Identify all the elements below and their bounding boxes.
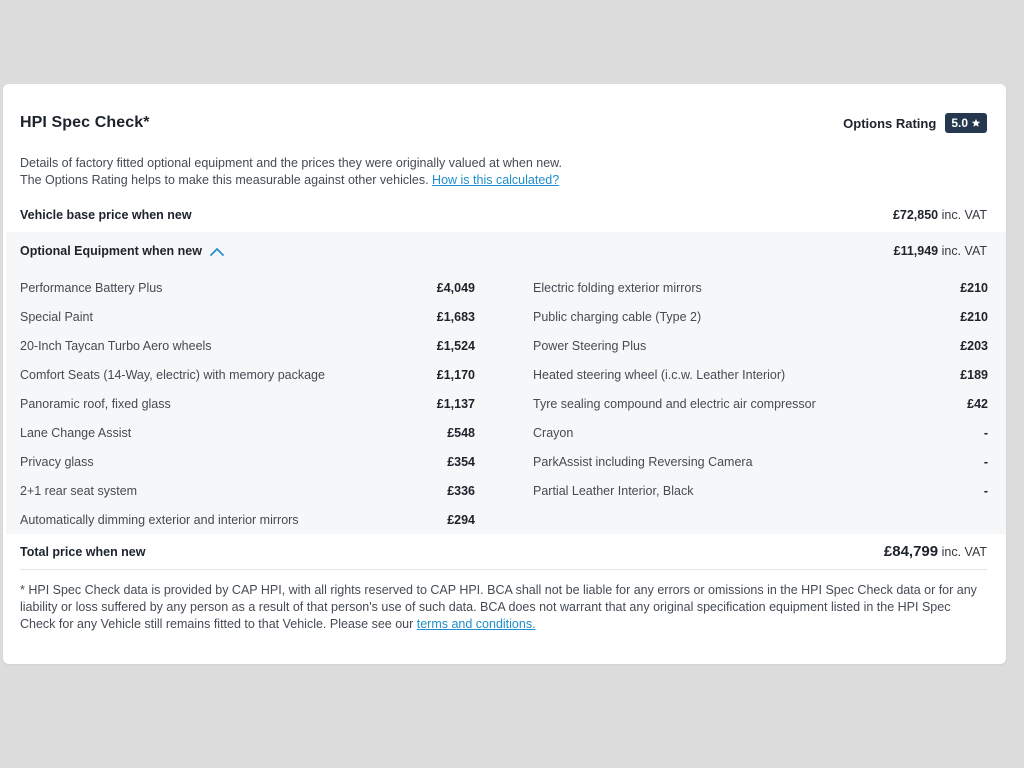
item-price: £203 [960,338,988,353]
list-item [533,476,988,505]
item-price: £189 [960,367,988,382]
options-rating [843,113,987,133]
list-item [20,505,475,534]
item-price: £1,137 [436,396,475,411]
total-price-suffix: inc. VAT [941,545,987,559]
item-name: Comfort Seats (14-Way, electric) with memory package [20,367,325,382]
item-price: £4,049 [436,280,475,295]
description-line-2-text: The Options Rating helps to make this measurable against other vehicles. [20,173,429,187]
base-price-label: Vehicle base price when new [20,208,192,222]
list-item [20,331,475,360]
list-item [20,302,475,331]
item-price: £1,170 [436,367,475,382]
item-name: Heated steering wheel (i.c.w. Leather Interior) [533,367,786,382]
item-name: Special Paint [20,309,93,324]
item-name: 20-Inch Taycan Turbo Aero wheels [20,338,212,353]
card-header [20,113,987,133]
item-name: 2+1 rear seat system [20,483,138,498]
rating-value: 5.0 [951,116,968,130]
item-price: £294 [447,512,475,527]
equipment-list-left [20,273,475,534]
item-name: Crayon [533,425,574,440]
list-item [20,389,475,418]
description-line-2 [20,172,740,189]
item-name: Power Steering Plus [533,338,647,353]
total-price-label: Total price when new [20,544,146,559]
equipment-list-right [533,273,988,505]
list-item [533,389,988,418]
list-item [533,447,988,476]
terms-and-conditions-link[interactable]: terms and conditions. [416,617,536,631]
item-price: £548 [447,425,475,440]
list-item [533,273,988,302]
item-name: Privacy glass [20,454,94,469]
item-name: Performance Battery Plus [20,280,163,295]
total-price-amount: £84,799 [883,543,939,560]
item-price: £210 [960,280,988,295]
item-price: £354 [447,454,475,469]
optional-equipment-row [20,244,987,258]
optional-equipment-label: Optional Equipment when new [20,244,202,258]
item-name: Tyre sealing compound and electric air compressor [533,396,816,411]
list-item [533,360,988,389]
base-price-amount: £72,850 [892,208,939,222]
item-price: £1,524 [436,338,475,353]
list-item [20,476,475,505]
list-item [533,331,988,360]
base-price-suffix: inc. VAT [941,208,987,222]
optional-equipment-value [894,244,987,258]
list-item [533,302,988,331]
item-price: £1,683 [436,309,475,324]
list-item [533,418,988,447]
disclaimer [20,582,988,633]
list-item [20,418,475,447]
base-price-row [20,208,987,222]
optional-equipment-amount: £11,949 [893,244,939,258]
base-price-value [893,208,987,222]
how-calculated-link[interactable]: How is this calculated? [432,173,560,187]
item-name: ParkAssist including Reversing Camera [533,454,753,469]
rating-badge [945,113,987,133]
list-item [20,273,475,302]
item-price: - [983,483,988,498]
optional-equipment-suffix: inc. VAT [941,244,987,258]
star-icon [971,118,981,128]
item-price: £336 [447,483,475,498]
item-name: Panoramic roof, fixed glass [20,396,171,411]
description-line-1: Details of factory fitted optional equipment and the prices they were originally valued at when new. [20,156,562,170]
total-price-value [884,543,987,560]
chevron-up-icon[interactable] [210,247,224,256]
item-name: Electric folding exterior mirrors [533,280,702,295]
optional-equipment-toggle[interactable] [20,244,224,258]
card-title: HPI Spec Check* [20,114,150,131]
item-name: Public charging cable (Type 2) [533,309,702,324]
options-rating-label: Options Rating [843,115,937,131]
item-name: Lane Change Assist [20,425,132,440]
item-name: Partial Leather Interior, Black [533,483,694,498]
item-price: £42 [967,396,988,411]
divider [20,569,987,570]
item-name: Automatically dimming exterior and interior mirrors [20,512,299,527]
item-price: - [983,425,988,440]
total-price-row [20,543,987,560]
disclaimer-text: * HPI Spec Check data is provided by CAP HPI, with all rights reserved to CAP HPI. BCA shall not be liable for any errors or omissions in the HPI Spec Check data or for any liability or loss suffered by any person as a result of that person's use of such data. BCA does not warrant that any original specification equipment listed in the HPI Spec Check for any Vehicle still remains fitted to that Vehicle. Please see our [20,583,977,631]
item-price: £210 [960,309,988,324]
list-item [20,360,475,389]
list-item [20,447,475,476]
description [20,155,740,189]
hpi-spec-check-card [3,84,1006,664]
item-price: - [983,454,988,469]
